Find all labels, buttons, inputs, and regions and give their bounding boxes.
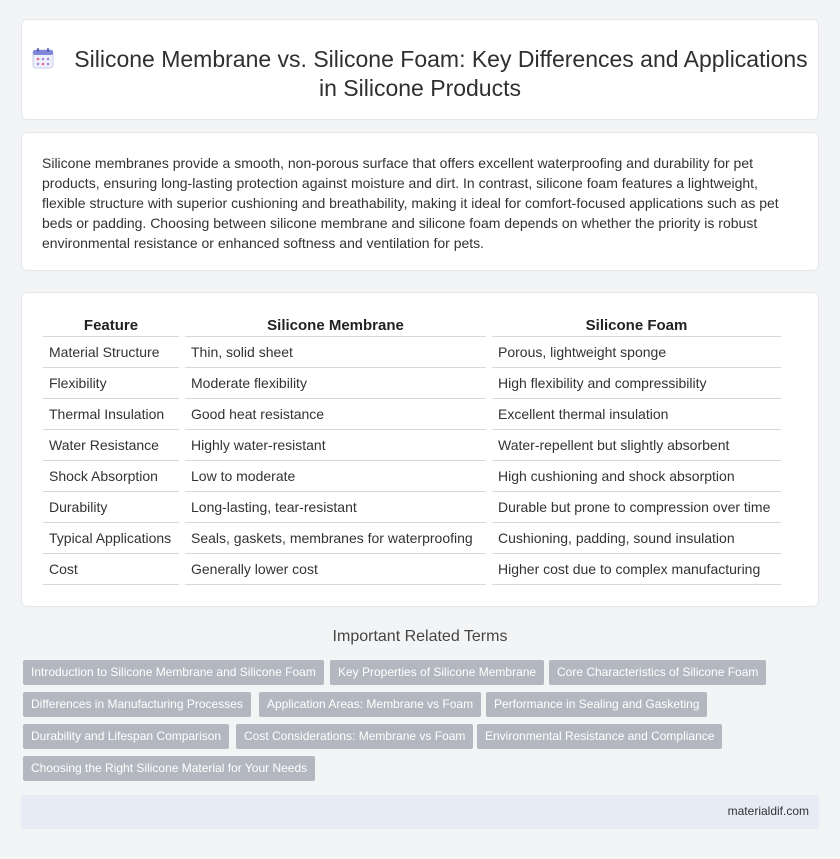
intro-card [21, 132, 819, 271]
header-silicone-foam: Silicone Foam [492, 315, 781, 337]
table-cell-foam: Water-repellent but slightly absorbent [492, 430, 781, 461]
table-row [43, 461, 781, 492]
table-row [43, 430, 781, 461]
related-tag[interactable]: Introduction to Silicone Membrane and Silicone Foam [23, 660, 324, 685]
page-title: Silicone Membrane vs. Silicone Foam: Key Differences and Applications in Silicone Products [74, 46, 808, 101]
table-cell-membrane: Moderate flexibility [185, 368, 486, 399]
table-cell-foam: High cushioning and shock absorption [492, 461, 781, 492]
table-cell-foam: Higher cost due to complex manufacturing [492, 554, 781, 585]
table-cell-foam: Excellent thermal insulation [492, 399, 781, 430]
intro-paragraph: Silicone membranes provide a smooth, non-porous surface that offers excellent waterproofing and durability for pet products, ensuring long-lasting protection against moisture and dirt. In contrast, silicone foam features a lightweight, flexible structure with superior cushioning and breathability, making it ideal for comfort-focused applications such as pet beds or padding. Choosing between silicone membrane and silicone foam depends on whether the priority is robust environmental resistance or enhanced softness and ventilation for pets. [42, 155, 779, 251]
comparison-table-card [21, 292, 819, 607]
calendar-icon [32, 47, 54, 69]
table-row [43, 523, 781, 554]
related-tag[interactable]: Durability and Lifespan Comparison [23, 724, 229, 749]
table-cell-membrane: Low to moderate [185, 461, 486, 492]
related-tag[interactable]: Environmental Resistance and Compliance [477, 724, 722, 749]
table-cell-membrane: Seals, gaskets, membranes for waterproofing [185, 523, 486, 554]
table-cell-membrane: Generally lower cost [185, 554, 486, 585]
table-cell-feature: Shock Absorption [43, 461, 179, 492]
table-cell-feature: Typical Applications [43, 523, 179, 554]
related-tag[interactable]: Performance in Sealing and Gasketing [486, 692, 707, 717]
related-tag[interactable]: Application Areas: Membrane vs Foam [259, 692, 481, 717]
table-cell-foam: High flexibility and compressibility [492, 368, 781, 399]
table-header-row [43, 315, 781, 337]
table-row [43, 337, 781, 368]
table-cell-foam: Porous, lightweight sponge [492, 337, 781, 368]
footer-site-link[interactable]: materialdif.com [727, 804, 809, 818]
related-tag[interactable]: Cost Considerations: Membrane vs Foam [236, 724, 473, 749]
table-row [43, 399, 781, 430]
header-feature: Feature [43, 315, 179, 337]
related-tag[interactable]: Key Properties of Silicone Membrane [330, 660, 544, 685]
table-row [43, 554, 781, 585]
table-row [43, 492, 781, 523]
table-cell-feature: Cost [43, 554, 179, 585]
related-tag[interactable]: Core Characteristics of Silicone Foam [549, 660, 766, 685]
table-row [43, 368, 781, 399]
table-cell-feature: Water Resistance [43, 430, 179, 461]
header-card [21, 19, 819, 120]
table-cell-foam: Cushioning, padding, sound insulation [492, 523, 781, 554]
table-cell-feature: Material Structure [43, 337, 179, 368]
related-tag[interactable]: Choosing the Right Silicone Material for Your Needs [23, 756, 315, 781]
page-title-wrap [22, 45, 818, 103]
header-silicone-membrane: Silicone Membrane [185, 315, 486, 337]
footer [21, 795, 819, 829]
table-cell-feature: Thermal Insulation [43, 399, 179, 430]
related-tag[interactable]: Differences in Manufacturing Processes [23, 692, 251, 717]
table-cell-membrane: Good heat resistance [185, 399, 486, 430]
table-cell-foam: Durable but prone to compression over time [492, 492, 781, 523]
table-cell-feature: Durability [43, 492, 179, 523]
table-cell-feature: Flexibility [43, 368, 179, 399]
table-cell-membrane: Long-lasting, tear-resistant [185, 492, 486, 523]
table-cell-membrane: Thin, solid sheet [185, 337, 486, 368]
table-cell-membrane: Highly water-resistant [185, 430, 486, 461]
related-terms-title: Important Related Terms [332, 628, 508, 645]
comparison-table [37, 315, 787, 585]
